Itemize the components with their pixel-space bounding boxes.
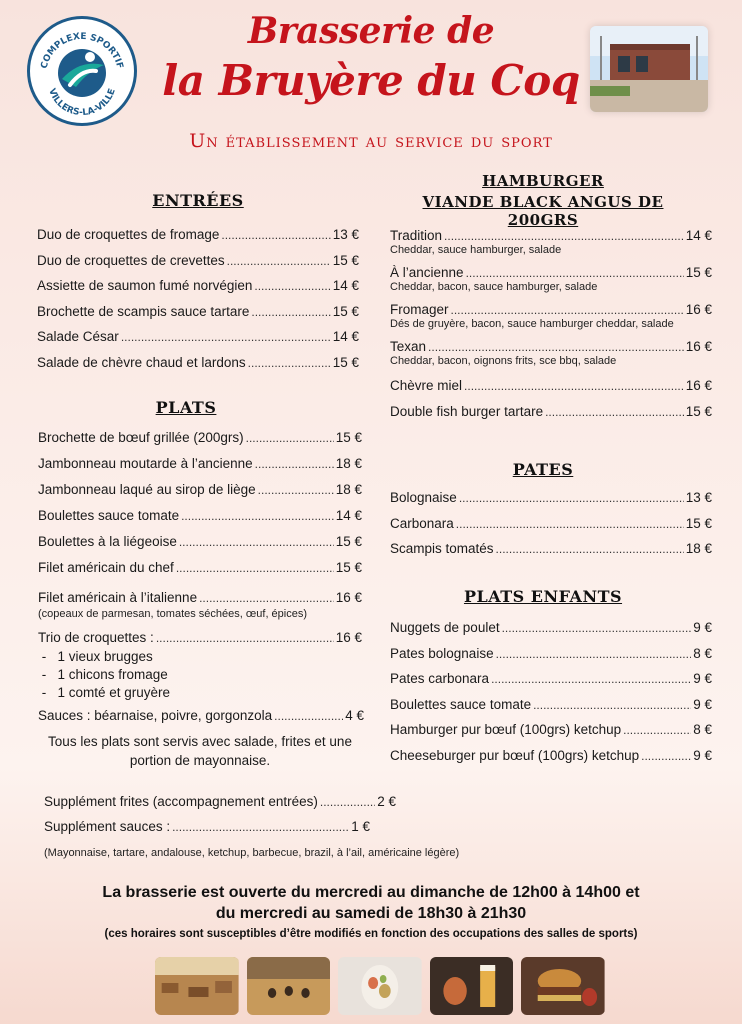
supplements [44,794,396,843]
hamburger-heading: HAMBURGER [482,172,604,190]
dot-leader [428,339,684,354]
item-price: 15 € [332,252,359,268]
dot-leader [121,329,331,344]
dot-leader [246,430,334,445]
item-price: 18 € [685,541,712,556]
item-name: Boulettes à la liégeoise [38,534,177,549]
item-price: 16 € [685,302,712,317]
trio-subitem: - 1 comté et gruyère [38,685,171,700]
item-price: 16 € [685,378,712,393]
item-name: Brochette de scampis sauce tartare [37,303,250,319]
trio-subitem: - 1 vieux brugges [38,649,153,664]
list-item [390,646,712,672]
dot-leader [251,304,330,319]
item-description: Cheddar, bacon, sauce hamburger, salade [390,281,598,293]
item-name: Jambonneau laqué au sirop de liège [38,482,256,497]
list-item [390,671,712,697]
list-item [37,329,359,355]
runner-logo-icon [30,19,134,123]
trio-subitem-text: 1 comté et gruyère [57,685,171,700]
item-description: (copeaux de parmesan, tomates séchées, œuf, épices) [38,608,308,620]
list-item [38,590,362,607]
item-name: Carbonara [390,515,454,531]
item-price: 13 € [332,227,359,242]
item-name: Chèvre miel [390,378,463,393]
item-price: 9 € [693,747,712,763]
hours-line-2: du mercredi au samedi de 18h30 à 21h30 [215,905,527,922]
item-description: Cheddar, sauce hamburger, salade [390,244,562,256]
item-name: Trio de croquettes : [38,630,154,645]
dot-leader [451,302,684,317]
dot-leader [248,355,331,370]
dot-leader [258,482,334,497]
item-name: Fromager [390,302,449,317]
item-price: 9 € [693,620,712,635]
dot-leader [533,697,691,712]
item-name: Jambonneau moutarde à l’ancienne [38,456,253,471]
hamburger-subheading: VIANDE BLACK ANGUS DE 200GRS [422,193,664,229]
item-price: 9 € [693,696,712,712]
dot-leader [176,560,334,575]
dot-leader [179,534,334,549]
photo-strip [155,957,605,1015]
item-name: Double fish burger tartare [390,404,544,419]
dot-leader [496,646,692,661]
enfants-heading: PLATS ENFANTS [463,587,623,606]
dot-leader [456,516,684,531]
item-price: 8 € [693,645,712,661]
item-price: 15 € [335,534,362,549]
dot-leader [227,253,331,268]
item-name: Duo de croquettes de crevettes [37,252,225,268]
list-item [390,541,712,567]
item-name: Pates bolognaise [390,645,494,661]
item-price: 15 € [332,354,359,370]
food-platter-photo [338,957,422,1015]
sauces-list: (Mayonnaise, tartare, andalouse, ketchup, barbecue, brazil, à l’ail, américaine légère) [44,847,460,859]
item-price: 15 € [685,265,712,280]
dot-leader [199,590,334,605]
item-name: Pates carbonara [390,671,490,686]
dot-leader [623,722,691,737]
item-name: Filet américain du chef [38,560,174,575]
logo-top-text: COMPLEXE SPORTIF [39,31,125,70]
item-price: 14 € [332,278,359,293]
dot-leader [320,794,375,809]
list-item [390,697,712,723]
list-item [37,278,359,304]
list-item [38,534,362,560]
list-item [44,794,396,819]
item-price: 14 € [335,508,362,523]
item-name: Supplément sauces : [44,819,171,834]
trio-subitem: - 1 chicons fromage [38,667,168,682]
item-name: Boulettes sauce tomate [38,508,180,523]
item-name: Filet américain à l’italienne [38,590,198,605]
item-name: Hamburger pur bœuf (100grs) ketchup [390,722,622,737]
item-name: Assiette de saumon fumé norvégien [37,278,253,293]
dot-leader [172,819,349,834]
plats-list [38,430,362,770]
pates-list [390,490,712,567]
dot-leader [545,404,684,419]
list-item [390,516,712,542]
entrees-list [37,227,359,380]
dot-leader [464,378,684,393]
list-item [390,228,712,243]
item-name: Cheeseburger pur bœuf (100grs) ketchup [390,747,640,763]
dot-leader [641,748,691,763]
item-price: 15 € [332,303,359,319]
building-photo [590,26,708,112]
enfants-list [390,620,712,773]
item-name: Scampis tomatés [390,541,494,556]
list-item [38,456,362,482]
complex-logo [27,16,137,126]
dot-leader [255,456,334,471]
brasserie-interior-photo [155,957,239,1015]
dot-leader [181,508,334,523]
item-price: 16 € [335,590,362,605]
list-item [37,227,359,253]
item-name: Supplément frites (accompagnement entrées) [44,794,318,809]
item-price: 14 € [332,329,359,344]
plats-heading: PLATS [155,398,217,417]
item-price: 9 € [693,671,712,686]
list-item [44,819,370,843]
list-item [390,339,712,354]
item-name: Brochette de bœuf grillée (200grs) [38,430,244,445]
hours-note: (ces horaires sont susceptibles d’être modifiés en fonction des occupations des salles de sports) [104,928,638,940]
item-name: Duo de croquettes de fromage [37,227,220,242]
title-line-1: Brasserie de [247,10,495,52]
list-item [38,508,362,534]
item-price: 13 € [685,490,712,505]
dot-leader [496,541,684,556]
item-price: 15 € [685,515,712,531]
title-line-2: la Bruyère du Coq [162,56,580,105]
trio-subitem-text: 1 chicons fromage [57,667,168,682]
item-price: 15 € [685,404,712,419]
list-item [390,620,712,646]
item-name: Bolognaise [390,490,457,505]
list-item [390,490,712,516]
dot-leader [274,708,343,723]
list-item [390,302,712,317]
dot-leader [156,630,334,645]
item-description: Dés de gruyère, bacon, sauce hamburger cheddar, salade [390,318,674,330]
item-name: Texan [390,339,427,354]
item-price: 1 € [351,819,370,834]
list-item [38,630,362,648]
pates-heading: PATES [512,460,574,479]
item-description: Cheddar, bacon, oignons frits, sce bbq, salade [390,355,617,367]
item-name: Salade César [37,329,119,344]
logo-bottom-text: VILLERS-LA-VILLE [46,87,118,119]
item-price: 8 € [693,722,712,737]
list-item [38,708,364,730]
item-price: 16 € [685,339,712,354]
hours-line-1: La brasserie est ouverte du mercredi au dimanche de 12h00 à 14h00 et [102,884,640,901]
dot-leader [254,278,330,293]
dot-leader [466,265,684,280]
dot-leader [502,620,692,635]
item-price: 4 € [345,708,364,723]
item-name: Nuggets de poulet [390,620,500,635]
item-name: Tradition [390,228,443,243]
item-price: 14 € [685,228,712,243]
item-price: 18 € [335,482,362,497]
dot-leader [459,490,684,505]
list-item [37,304,359,330]
list-item [38,560,362,586]
plats-note: Tous les plats sont servis avec salade, frites et une portion de mayonnaise. [48,734,352,768]
list-item [390,378,712,404]
list-item [38,430,362,456]
list-item [390,722,712,748]
dot-leader [444,228,684,243]
list-item [390,748,712,774]
item-name: Boulettes sauce tomate [390,696,532,712]
list-item [390,265,712,280]
list-item [37,253,359,279]
list-item [37,355,359,381]
list-item [38,482,362,508]
sports-hall-photo [247,957,331,1015]
item-name: Sauces : béarnaise, poivre, gorgonzola [38,708,273,723]
dot-leader [491,671,691,686]
entrees-heading: ENTRÉES [152,191,244,210]
page-subtitle: Un établissement au service du sport [189,130,553,152]
item-price: 15 € [335,430,362,445]
burger-photo [521,957,605,1015]
item-price: 18 € [335,456,362,471]
beer-and-snacks-photo [430,957,514,1015]
item-price: 15 € [335,560,362,575]
dot-leader [221,227,330,242]
item-name: À l’ancienne [390,265,464,280]
item-name: Salade de chèvre chaud et lardons [37,354,246,370]
trio-subitem-text: 1 vieux brugges [57,649,153,664]
item-price: 2 € [377,794,396,809]
list-item [390,404,712,428]
item-price: 16 € [335,630,362,645]
hamburger-list [390,228,712,428]
